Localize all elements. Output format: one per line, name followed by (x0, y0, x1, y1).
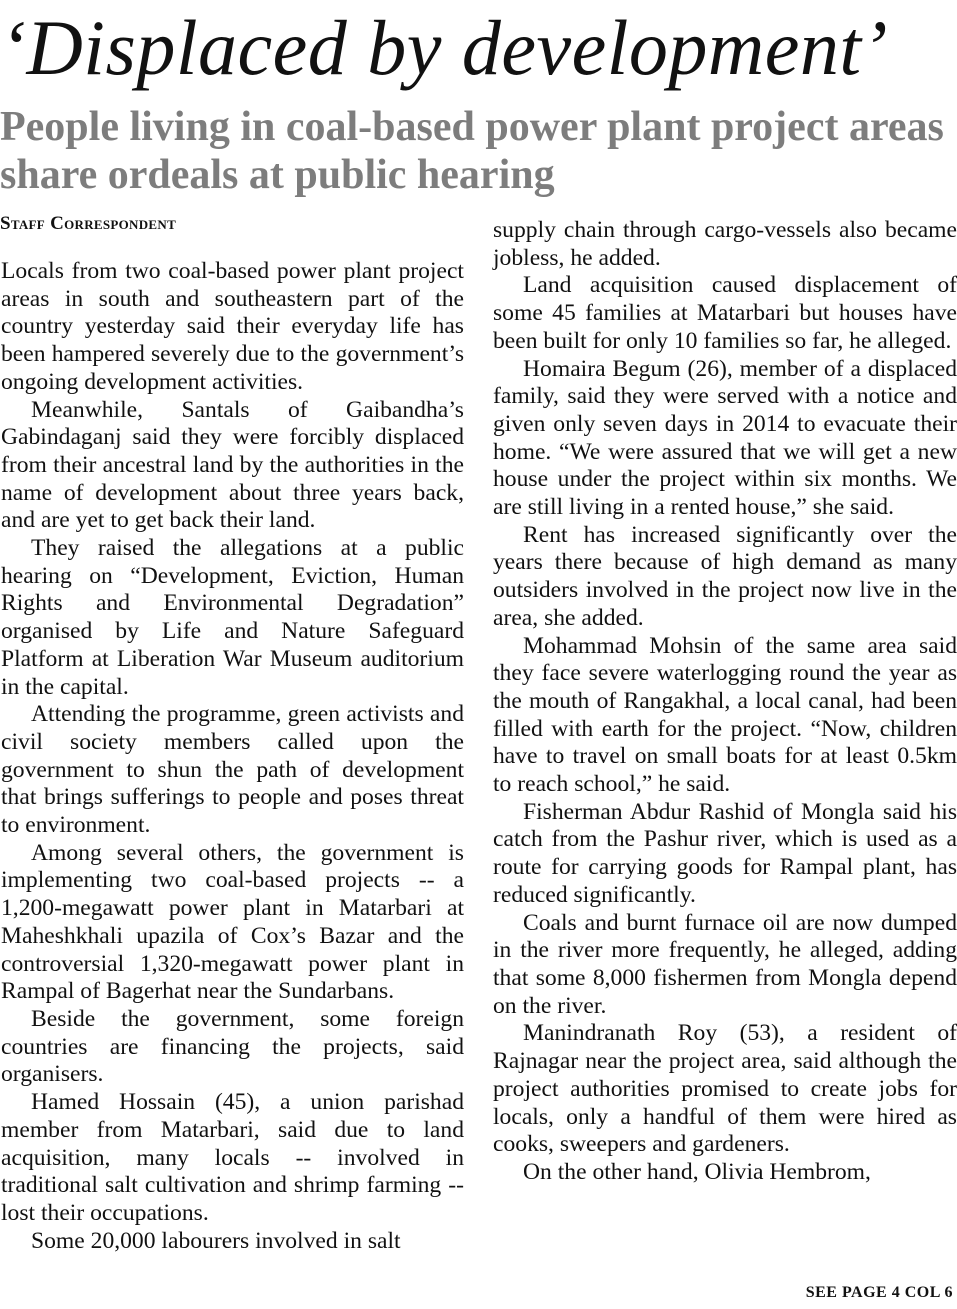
paragraph: On the other hand, Olivia Hembrom, (523, 1158, 871, 1185)
paragraph: Land acquisition caused displacement of some 45 families at Matarbari but houses have been built for only 10 families so far, he alleged. (493, 272, 957, 354)
paragraph: Mohammad Mohsin of the same area said they face severe waterlogging round the year as the mouth of Rangakhal, a local canal, had been filled with earth for the project. “Now, children have to travel on small boats for at least 0.5km to reach school,” he said. (493, 632, 957, 798)
paragraph: Coals and burnt furnace oil are now dumped in the river more frequently, he alleged, adding that some 8,000 fishermen from Mongla depend on the river. (493, 909, 957, 1019)
paragraph: Meanwhile, Santals of Gaibandha’s Gabindaganj said they were forcibly displaced from their ancestral land by the authorities in the name of development about three years back, and are yet to get back their land. (1, 396, 464, 534)
jump-line: SEE PAGE 4 COL 6 (805, 1284, 953, 1301)
headline: ‘Displaced by development’ (0, 4, 888, 91)
paragraph: Homaira Begum (26), member of a displaced family, said they were served with a notice and given only seven days in 2014 to evacuate their home. “We were assured that we will get a new house under the project within six months. We are still living in a rented house,” she said. (493, 355, 957, 521)
article-column-right (493, 217, 957, 1187)
paragraph: supply chain through cargo-vessels also became jobless, he added. (493, 217, 957, 271)
paragraph: Beside the government, some foreign countries are financing the projects, said organisers. (1, 1005, 464, 1088)
subheadline: People living in coal-based power plant project areas share ordeals at public hearing (0, 104, 944, 198)
paragraph: Rent has increased significantly over the years there because of high demand as many outsiders involved in the project now live in the area, she added. (493, 521, 957, 631)
paragraph: Hamed Hossain (45), a union parishad member from Matarbari, said due to land acquisition, many locals -- involved in traditional salt cultivation and shrimp farming -- lost their occupations. (1, 1089, 464, 1226)
paragraph: They raised the allegations at a public hearing on “Development, Eviction, Human Rights and Environmental Degradation” organised by Life and Nature Safeguard Platform at Liberation War Museum auditorium in the capital. (1, 535, 464, 700)
paragraph: Manindranath Roy (53), a resident of Rajnagar near the project area, said although the project authorities promised to create jobs for locals, only a handful of them were hired as cooks, sweepers and gardeners. (493, 1020, 957, 1158)
paragraph: Some 20,000 labourers involved in salt (31, 1227, 401, 1254)
paragraph: Fisherman Abdur Rashid of Mongla said his catch from the Pashur river, which is used as a route for carrying goods for Rampal plant, has reduced significantly. (493, 798, 957, 908)
article-column-left (1, 258, 464, 1255)
paragraph: Among several others, the government is implementing two coal-based projects -- a 1,200-megawatt power plant in Matarbari at Maheshkhali upazila of Cox’s Bazar and the controversial 1,320-megawatt power plant in Rampal of Bagerhat near the Sundarbans. (1, 839, 464, 1005)
paragraph: Locals from two coal-based power plant project areas in south and southeastern part of the country yesterday said their everyday life has been hampered severely due to the government’s ongoing development activities. (1, 258, 464, 395)
byline: Staff Correspondent (0, 213, 177, 234)
paragraph: Attending the programme, green activists and civil society members called upon the government to shun the path of development that brings sufferings to people and poses threat to environment. (1, 701, 464, 839)
